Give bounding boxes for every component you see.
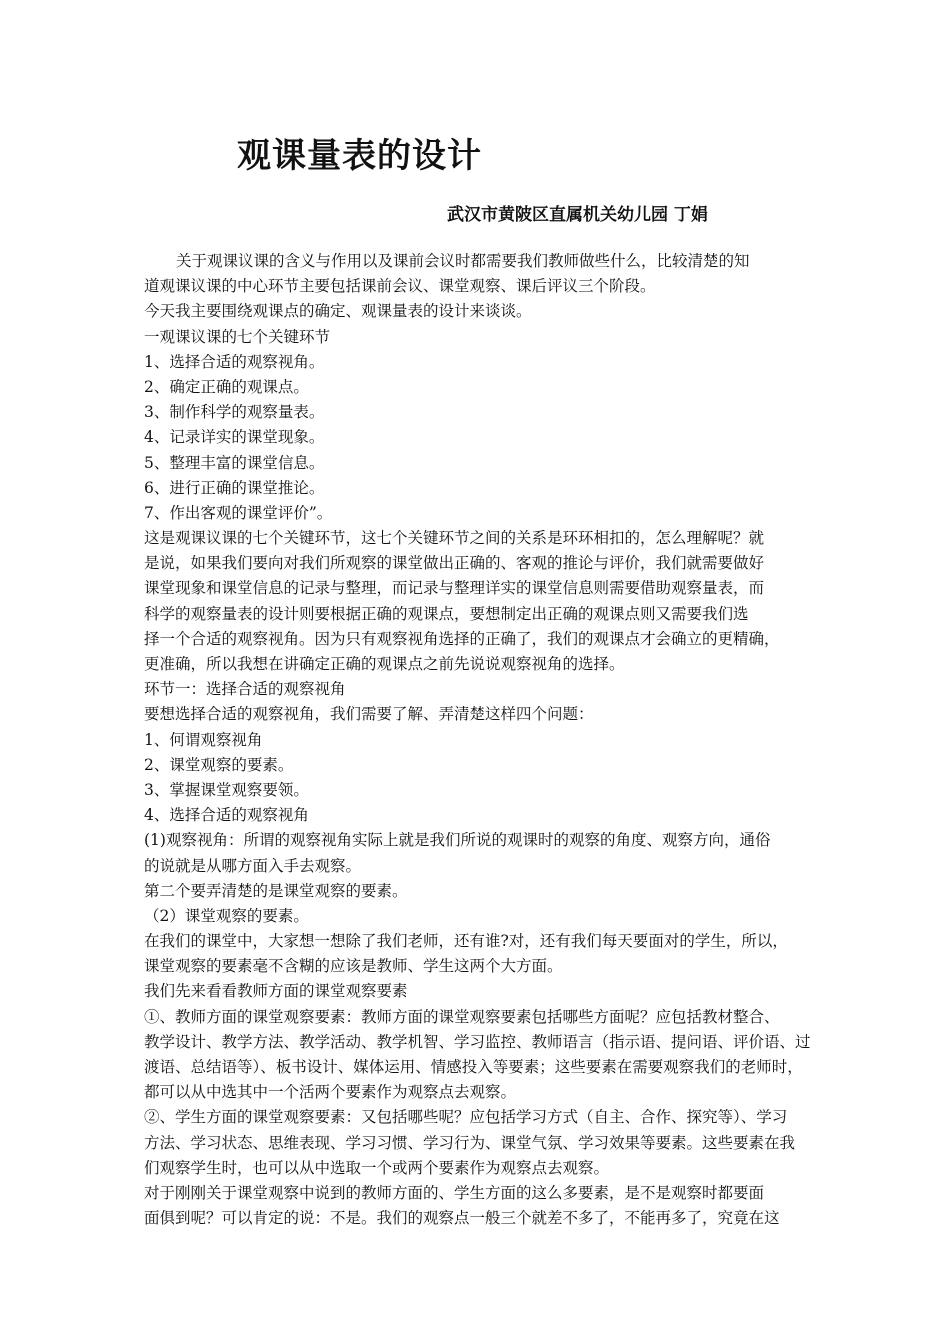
body-line: 科学的观察量表的设计则要根据正确的观课点，要想制定出正确的观课点则又需要我们选 (144, 604, 749, 623)
body-line: 1、何谓观察视角 (144, 730, 263, 749)
body-line: 道观课议课的中心环节主要包括课前会议、课堂观察、课后评议三个阶段。 (144, 277, 656, 296)
body-line: (1)观察视角：所谓的观察视角实际上就是我们所说的观课时的观察的角度、观察方向，通俗 (144, 831, 771, 850)
body-line: 关于观课议课的含义与作用以及课前会议时都需要我们教师做些什么，比较清楚的知 (176, 252, 750, 270)
body-line: 第二个要弄清楚的是课堂观察的要素。 (144, 881, 408, 900)
body-line: 课堂现象和课堂信息的记录与整理，而记录与整理详实的课堂信息则需要借助观察量表，而 (144, 579, 765, 598)
body-line: 我们先来看看教师方面的课堂观察要素 (144, 982, 408, 1001)
document-title: 观课量表的设计 (237, 136, 482, 176)
body-line: 都可以从中选其中一个活两个要素作为观察点去观察。 (144, 1083, 517, 1102)
body-line: ②、学生方面的课堂观察要素：又包括哪些呢？应包括学习方式（自主、合作、探究等）、学习 (144, 1108, 788, 1127)
body-line: （2）课堂观察的要素。 (144, 906, 309, 925)
body-line: 3、掌握课堂观察要领。 (144, 780, 309, 799)
document-body (144, 249, 820, 1231)
body-line: 面俱到呢？可以肯定的说：不是。我们的观察点一般三个就差不多了，不能再多了，究竟在这 (144, 1209, 780, 1228)
body-line: 是说，如果我们要向对我们所观察的课堂做出正确的、客观的推论与评价，我们就需要做好 (144, 554, 765, 573)
body-line: 对于刚刚关于课堂观察中说到的教师方面的、学生方面的这么多要素，是不是观察时都要面 (144, 1183, 765, 1202)
body-line: 7、作出客观的课堂评价”。 (144, 503, 333, 522)
document-author: 武汉市黄陂区直属机关幼儿园 丁娟 (447, 205, 708, 225)
body-line: 这是观课议课的七个关键环节，这七个关键环节之间的关系是环环相扣的，怎么理解呢？就 (144, 529, 765, 548)
body-line: 2、确定正确的观课点。 (144, 377, 309, 396)
body-line: ①、教师方面的课堂观察要素：教师方面的课堂观察要素包括哪些方面呢？应包括教材整合、 (144, 1007, 780, 1026)
body-line: 在我们的课堂中，大家想一想除了我们老师，还有谁?对，还有我们每天要面对的学生，所以， (144, 932, 788, 951)
body-line: 2、课堂观察的要素。 (144, 755, 294, 774)
body-line: 们观察学生时，也可以从中选取一个或两个要素作为观察点去观察。 (144, 1158, 610, 1177)
body-line: 4、记录详实的课堂现象。 (144, 428, 325, 447)
body-line: 择一个合适的观察视角。因为只有观察视角选择的正确了，我们的观课点才会确立的更精确， (144, 629, 780, 648)
body-line: 的说就是从哪方面入手去观察。 (144, 856, 362, 875)
body-line: 更准确，所以我想在讲确定正确的观课点之前先说说观察视角的选择。 (144, 655, 625, 673)
body-line: 6、进行正确的课堂推论。 (144, 478, 325, 497)
body-line: 1、选择合适的观察视角。 (144, 352, 325, 371)
body-line: 环节一：选择合适的观察视角 (144, 680, 346, 699)
body-line: 方法、学习状态、思维表现、学习习惯、学习行为、课堂气氛、学习效果等要素。这些要素在我 (144, 1133, 796, 1152)
body-line: 4、选择合适的观察视角 (144, 806, 309, 825)
body-line: 要想选择合适的观察视角，我们需要了解、弄清楚这样四个问题： (144, 705, 594, 724)
body-line: 5、整理丰富的课堂信息。 (144, 453, 325, 472)
body-line: 3、制作科学的观察量表。 (144, 403, 325, 422)
body-line: 一观课议课的七个关键环节 (144, 327, 331, 346)
body-line: 今天我主要围绕观课点的确定、观课量表的设计来谈谈。 (144, 302, 532, 321)
body-line: 渡语、总结语等）、板书设计、媒体运用、情感投入等要素；这些要素在需要观察我们的老师时， (144, 1058, 803, 1076)
body-line: 课堂观察的要素毫不含糊的应该是教师、学生这两个大方面。 (144, 957, 563, 976)
body-line: 教学设计、教学方法、教学活动、教学机智、学习监控、教师语言（指示语、提问语、评价语、过 (144, 1032, 811, 1051)
